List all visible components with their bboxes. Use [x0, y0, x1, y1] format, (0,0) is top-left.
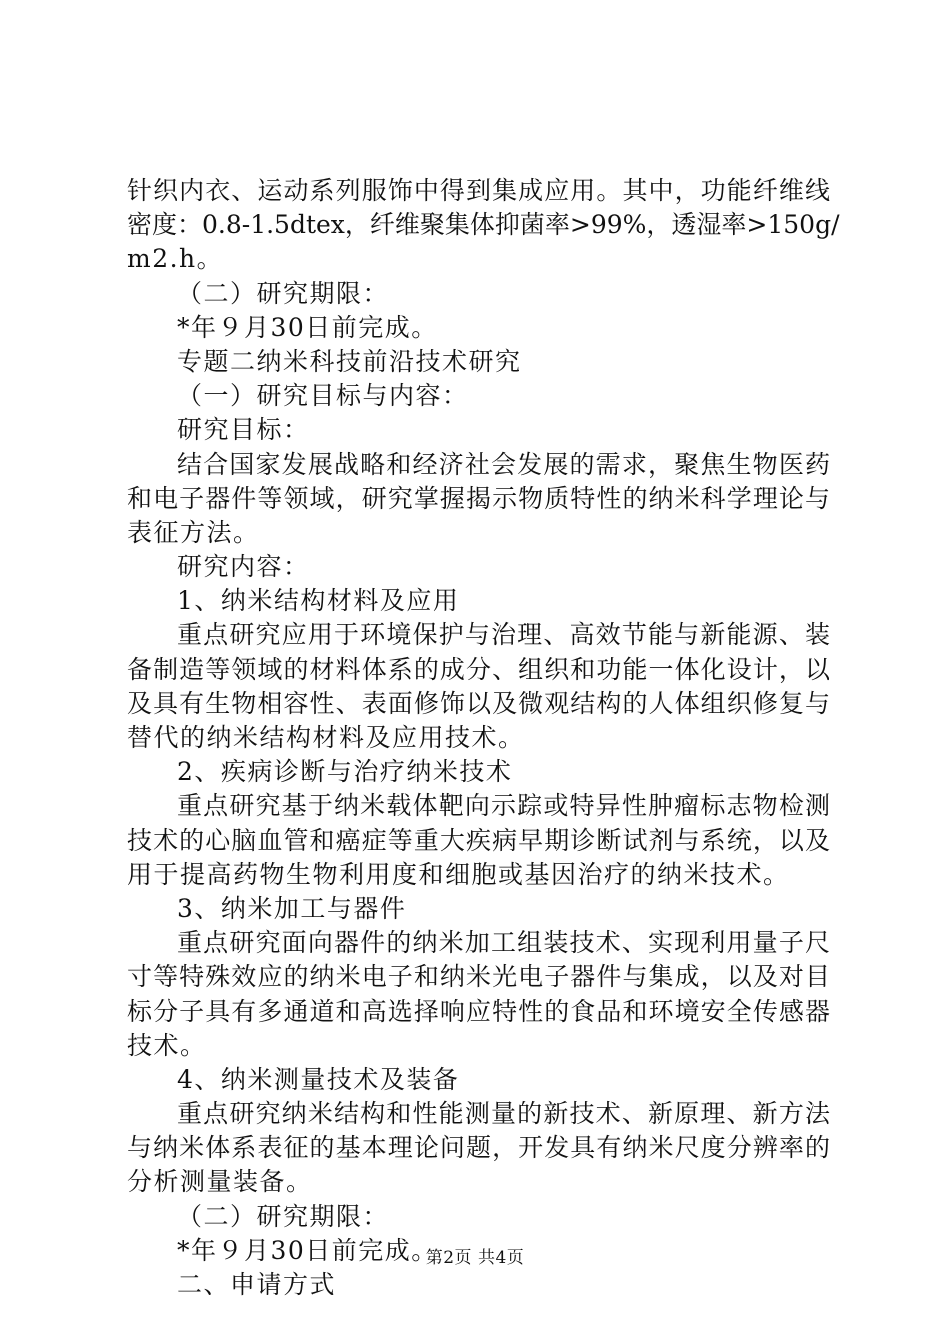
text-line: （二）研究期限： [177, 278, 390, 308]
text-line: 及具有生物相容性、表面修饰以及微观结构的人体组织修复与 [127, 688, 830, 718]
text-line: 分析测量装备。 [127, 1167, 313, 1197]
text-line: 专题二纳米科技前沿技术研究 [177, 346, 522, 376]
text-line: 密度：0.8-1.5dtex，纤维聚集体抑菌率>99%，透湿率>150g/ [127, 210, 840, 240]
text-line: （一）研究目标与内容： [177, 381, 469, 411]
text-line: 针织内衣、运动系列服饰中得到集成应用。其中，功能纤维线 [127, 176, 830, 205]
text-line: 重点研究基于纳米载体靶向示踪或特异性肿瘤标志物检测 [177, 791, 830, 821]
text-line: 和电子器件等领域，研究掌握揭示物质特性的纳米科学理论与 [127, 483, 830, 513]
text-line: （二）研究期限： [177, 1201, 390, 1231]
text-line: 结合国家发展战略和经济社会发展的需求，聚焦生物医药 [177, 449, 830, 479]
text-line: 寸等特殊效应的纳米电子和纳米光电子器件与集成，以及对目 [127, 962, 830, 992]
text-line: 用于提高药物生物利用度和细胞或基因治疗的纳米技术。 [127, 859, 790, 889]
text-line: 技术。 [127, 1030, 207, 1060]
text-line: *年９月30日前完成。 [177, 1235, 438, 1265]
text-line: 二、申请方式 [177, 1270, 337, 1299]
text-line: 标分子具有多通道和高选择响应特性的食品和环境安全传感器 [127, 996, 830, 1026]
document-body [127, 174, 840, 1302]
text-line: 替代的纳米结构材料及应用技术。 [127, 723, 525, 752]
text-line: 研究内容： [177, 552, 310, 582]
text-line: 3、纳米加工与器件 [177, 893, 407, 923]
page-footer: 第2页 共4页 [425, 1248, 525, 1268]
text-line: 技术的心脑血管和癌症等重大疾病早期诊断试剂与系统，以及 [127, 825, 830, 855]
text-line: 重点研究纳米结构和性能测量的新技术、新原理、新方法 [177, 1099, 830, 1129]
text-line: 表征方法。 [127, 517, 260, 547]
text-line: *年９月30日前完成。 [177, 312, 438, 342]
text-line: 重点研究面向器件的纳米加工组装技术、实现利用量子尺 [177, 928, 830, 958]
text-line: 1、纳米结构材料及应用 [177, 586, 460, 616]
text-line: 与纳米体系表征的基本理论问题，开发具有纳米尺度分辨率的 [127, 1133, 830, 1163]
text-line: 备制造等领域的材料体系的成分、组织和功能一体化设计，以 [127, 654, 830, 684]
text-line: 2、疾病诊断与治疗纳米技术 [177, 757, 513, 787]
text-line: 重点研究应用于环境保护与治理、高效节能与新能源、装 [177, 620, 830, 650]
text-line: 4、纳米测量技术及装备 [177, 1064, 460, 1094]
text-line: 研究目标： [177, 415, 310, 445]
text-line: m2.h。 [127, 244, 224, 274]
